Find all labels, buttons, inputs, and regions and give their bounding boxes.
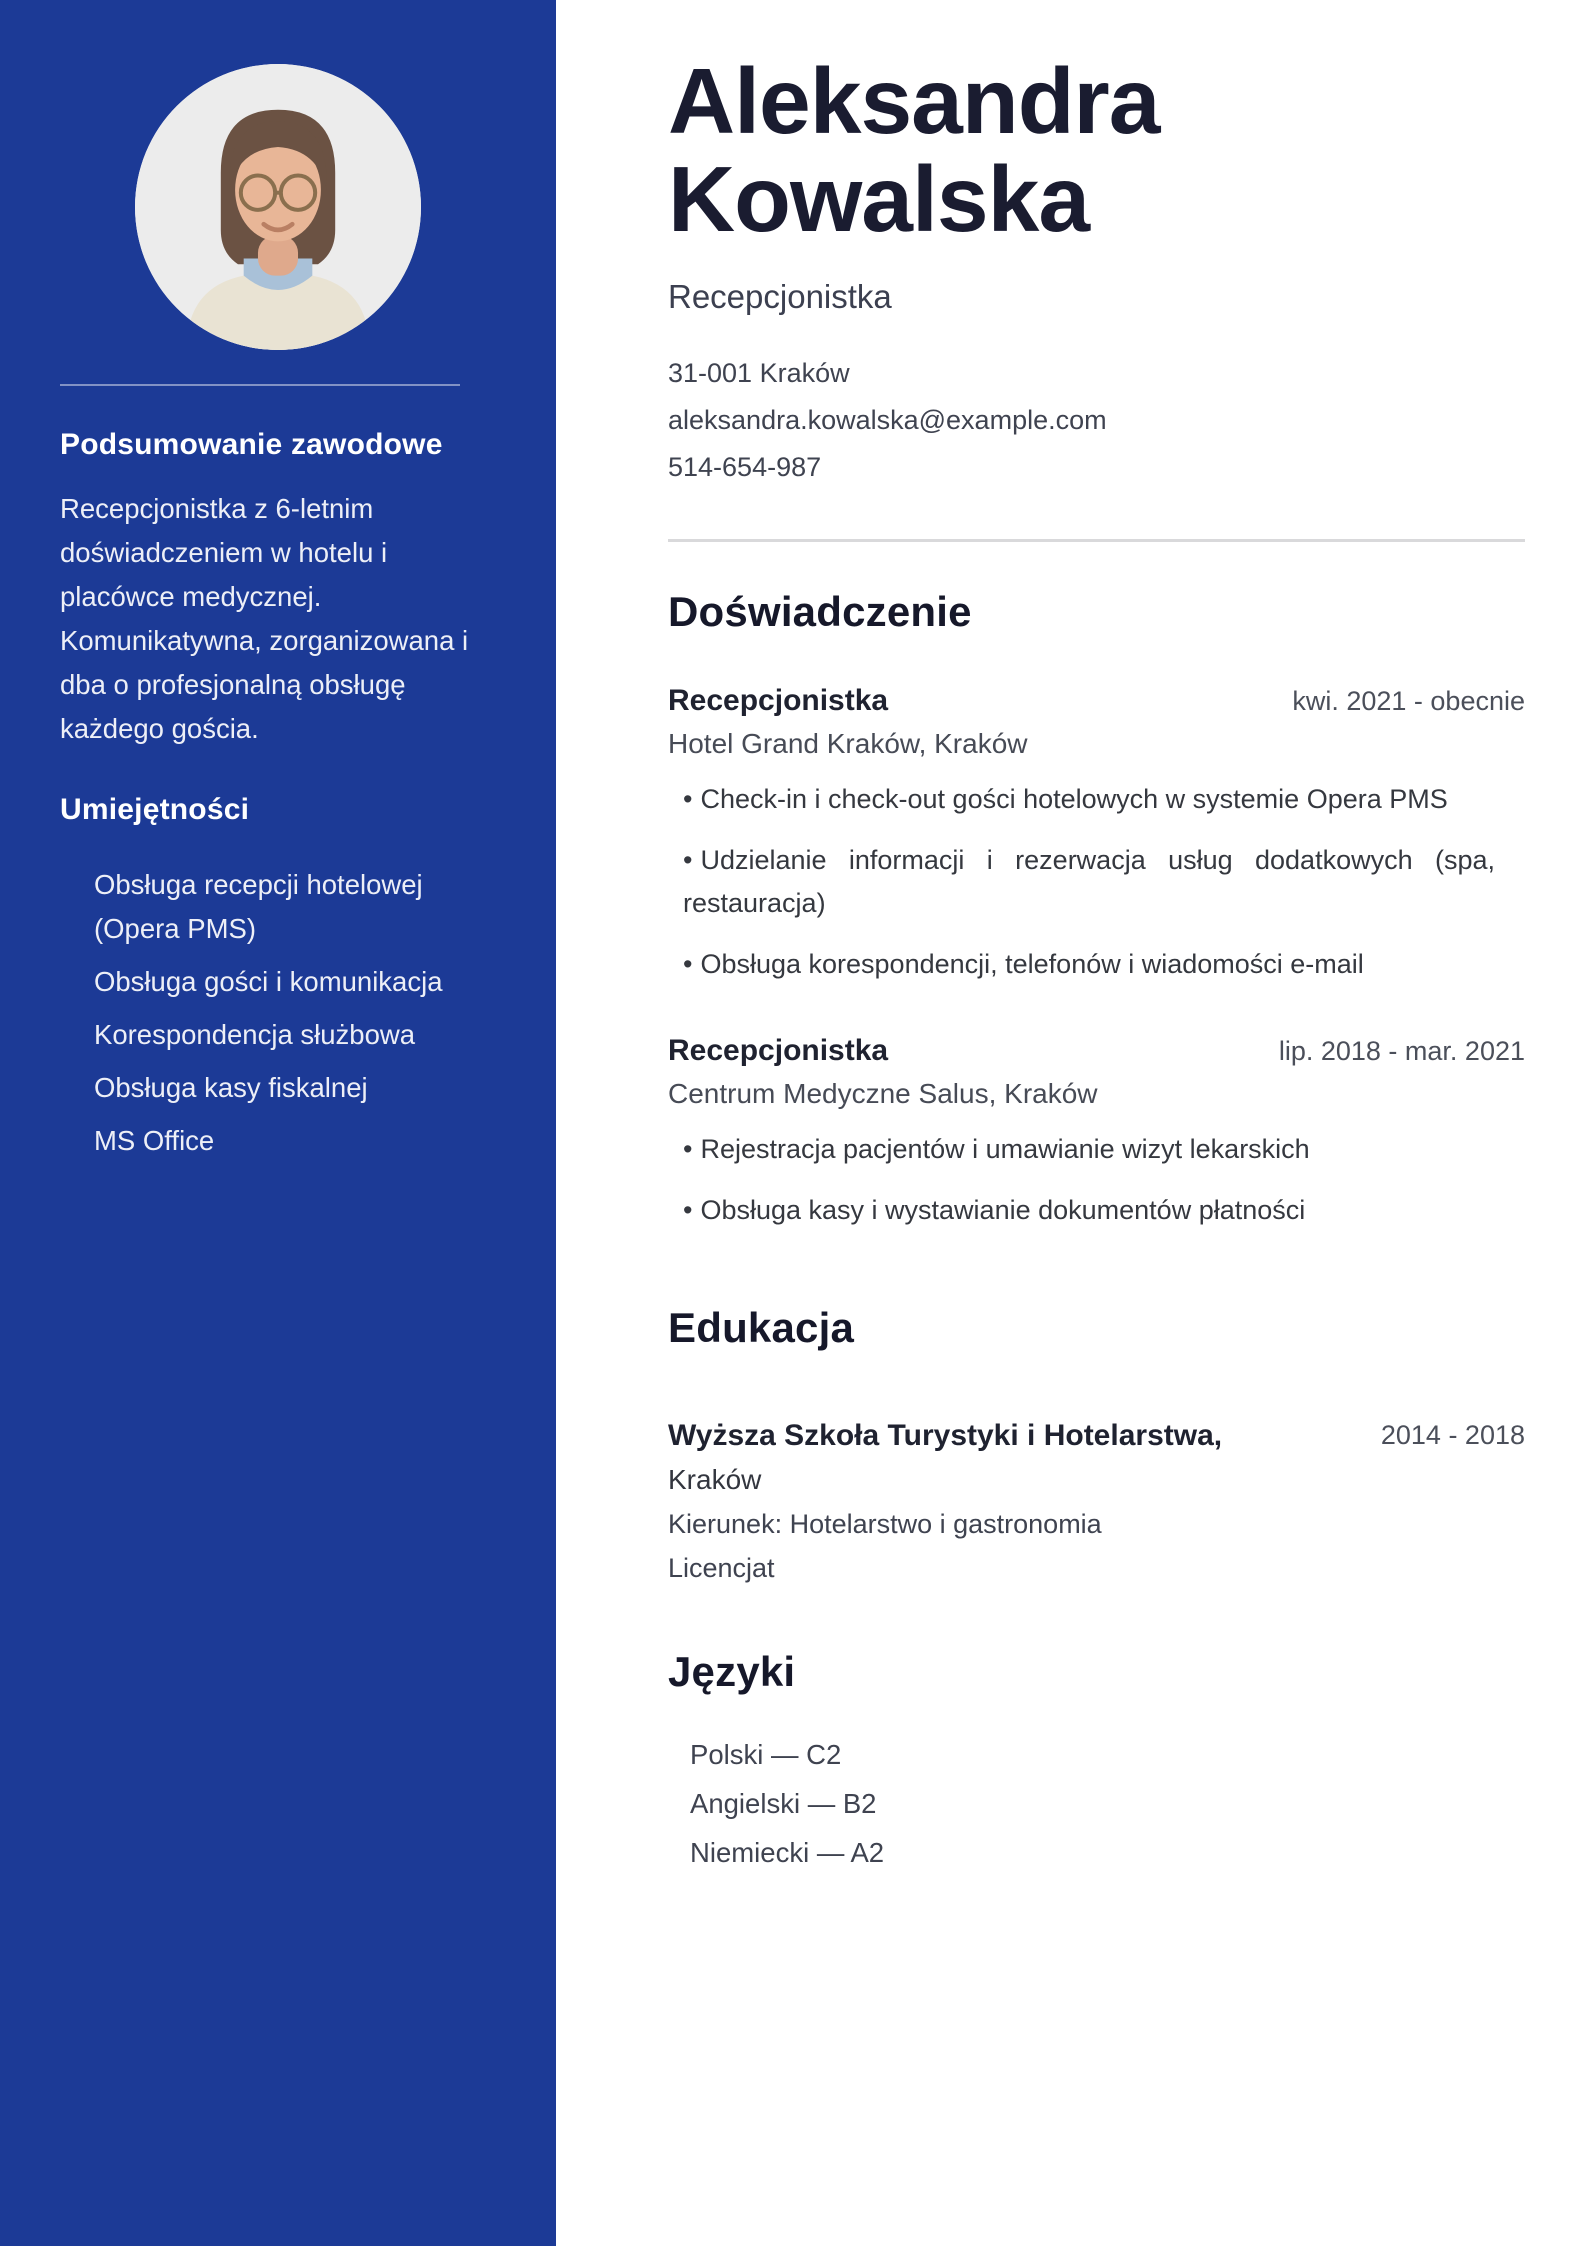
languages-heading: Języki bbox=[668, 1648, 796, 1695]
languages-list bbox=[668, 1730, 1528, 1877]
job-bullets bbox=[668, 1128, 1528, 1232]
bullet-marker: • bbox=[683, 949, 693, 979]
profile-photo bbox=[135, 64, 421, 350]
person-job-title: Recepcjonistka bbox=[668, 278, 892, 315]
skills-heading: Umiejętności bbox=[60, 793, 250, 826]
job-header bbox=[668, 684, 1525, 718]
job-bullets bbox=[668, 778, 1528, 986]
job-title: Recepcjonistka bbox=[668, 1034, 889, 1067]
education-major: Kierunek: Hotelarstwo i gastronomia bbox=[668, 1509, 1102, 1539]
bullet-marker: • bbox=[683, 1134, 693, 1164]
sidebar-divider bbox=[60, 384, 460, 386]
education-city: Kraków bbox=[668, 1464, 762, 1495]
language-item: Polski — C2 bbox=[690, 1739, 842, 1770]
sidebar bbox=[0, 0, 556, 2246]
avatar-illustration bbox=[135, 64, 421, 350]
education-entry bbox=[668, 1416, 1528, 1584]
bullet-text: Check-in i check-out gości hotelowych w systemie Opera PMS bbox=[700, 784, 1448, 814]
job-dates: lip. 2018 - mar. 2021 bbox=[1278, 1036, 1525, 1066]
bullet-text: Obsługa kasy i wystawianie dokumentów płatności bbox=[700, 1195, 1306, 1225]
bullet-item bbox=[683, 1189, 1495, 1232]
bullet-text: Obsługa korespondencji, telefonów i wiadomości e-mail bbox=[700, 949, 1364, 979]
bullet-item bbox=[683, 1128, 1495, 1171]
contact-email: aleksandra.kowalska@example.com bbox=[668, 405, 1107, 435]
summary-text: Recepcjonistka z 6-letnim doświadczeniem w hotelu i placówce medycznej. Komunikatywna, zorganizowana i dba o profesjonalną obsługę każdego gościa. bbox=[60, 493, 469, 744]
contact-address: 31-001 Kraków bbox=[668, 358, 850, 388]
experience-job bbox=[668, 684, 1528, 986]
bullet-text: Udzielanie informacji i rezerwacja usług dodatkowych (spa, restauracja) bbox=[683, 845, 1495, 918]
job-company: Hotel Grand Kraków, Kraków bbox=[668, 728, 1028, 759]
language-item: Niemiecki — A2 bbox=[690, 1837, 885, 1868]
education-dates: 2014 - 2018 bbox=[1380, 1420, 1525, 1450]
job-company: Centrum Medyczne Salus, Kraków bbox=[668, 1078, 1098, 1109]
main-divider bbox=[668, 539, 1525, 542]
education-header bbox=[668, 1416, 1525, 1456]
contact-block bbox=[668, 350, 1528, 491]
job-dates: kwi. 2021 - obecnie bbox=[1292, 686, 1525, 716]
skill-item: Obsługa recepcji hotelowej (Opera PMS) bbox=[94, 869, 423, 944]
bullet-text: Rejestracja pacjentów i umawianie wizyt lekarskich bbox=[700, 1134, 1310, 1164]
education-heading: Edukacja bbox=[668, 1304, 855, 1351]
bullet-item bbox=[683, 778, 1495, 821]
bullet-marker: • bbox=[683, 1195, 693, 1225]
bullet-item bbox=[683, 943, 1495, 986]
education-school: Wyższa Szkoła Turystyki i Hotelarstwa, bbox=[668, 1419, 1223, 1452]
education-degree: Licencjat bbox=[668, 1553, 775, 1583]
job-header bbox=[668, 1034, 1525, 1068]
experience-heading: Doświadczenie bbox=[668, 588, 972, 635]
language-item: Angielski — B2 bbox=[690, 1788, 877, 1819]
bullet-item bbox=[683, 839, 1495, 925]
job-title: Recepcjonistka bbox=[668, 684, 889, 717]
skill-item: MS Office bbox=[94, 1125, 215, 1156]
skill-item: Obsługa gości i komunikacja bbox=[94, 966, 443, 997]
contact-phone: 514-654-987 bbox=[668, 452, 822, 482]
bullet-marker: • bbox=[683, 784, 693, 814]
skills-list bbox=[60, 863, 496, 1163]
summary-heading: Podsumowanie zawodowe bbox=[60, 428, 443, 461]
skill-item: Obsługa kasy fiskalnej bbox=[94, 1072, 368, 1103]
bullet-marker: • bbox=[683, 845, 693, 875]
experience-job bbox=[668, 1034, 1528, 1232]
main-content bbox=[556, 0, 1588, 2246]
person-name: Aleksandra Kowalska bbox=[668, 49, 1160, 251]
skill-item: Korespondencja służbowa bbox=[94, 1019, 416, 1050]
